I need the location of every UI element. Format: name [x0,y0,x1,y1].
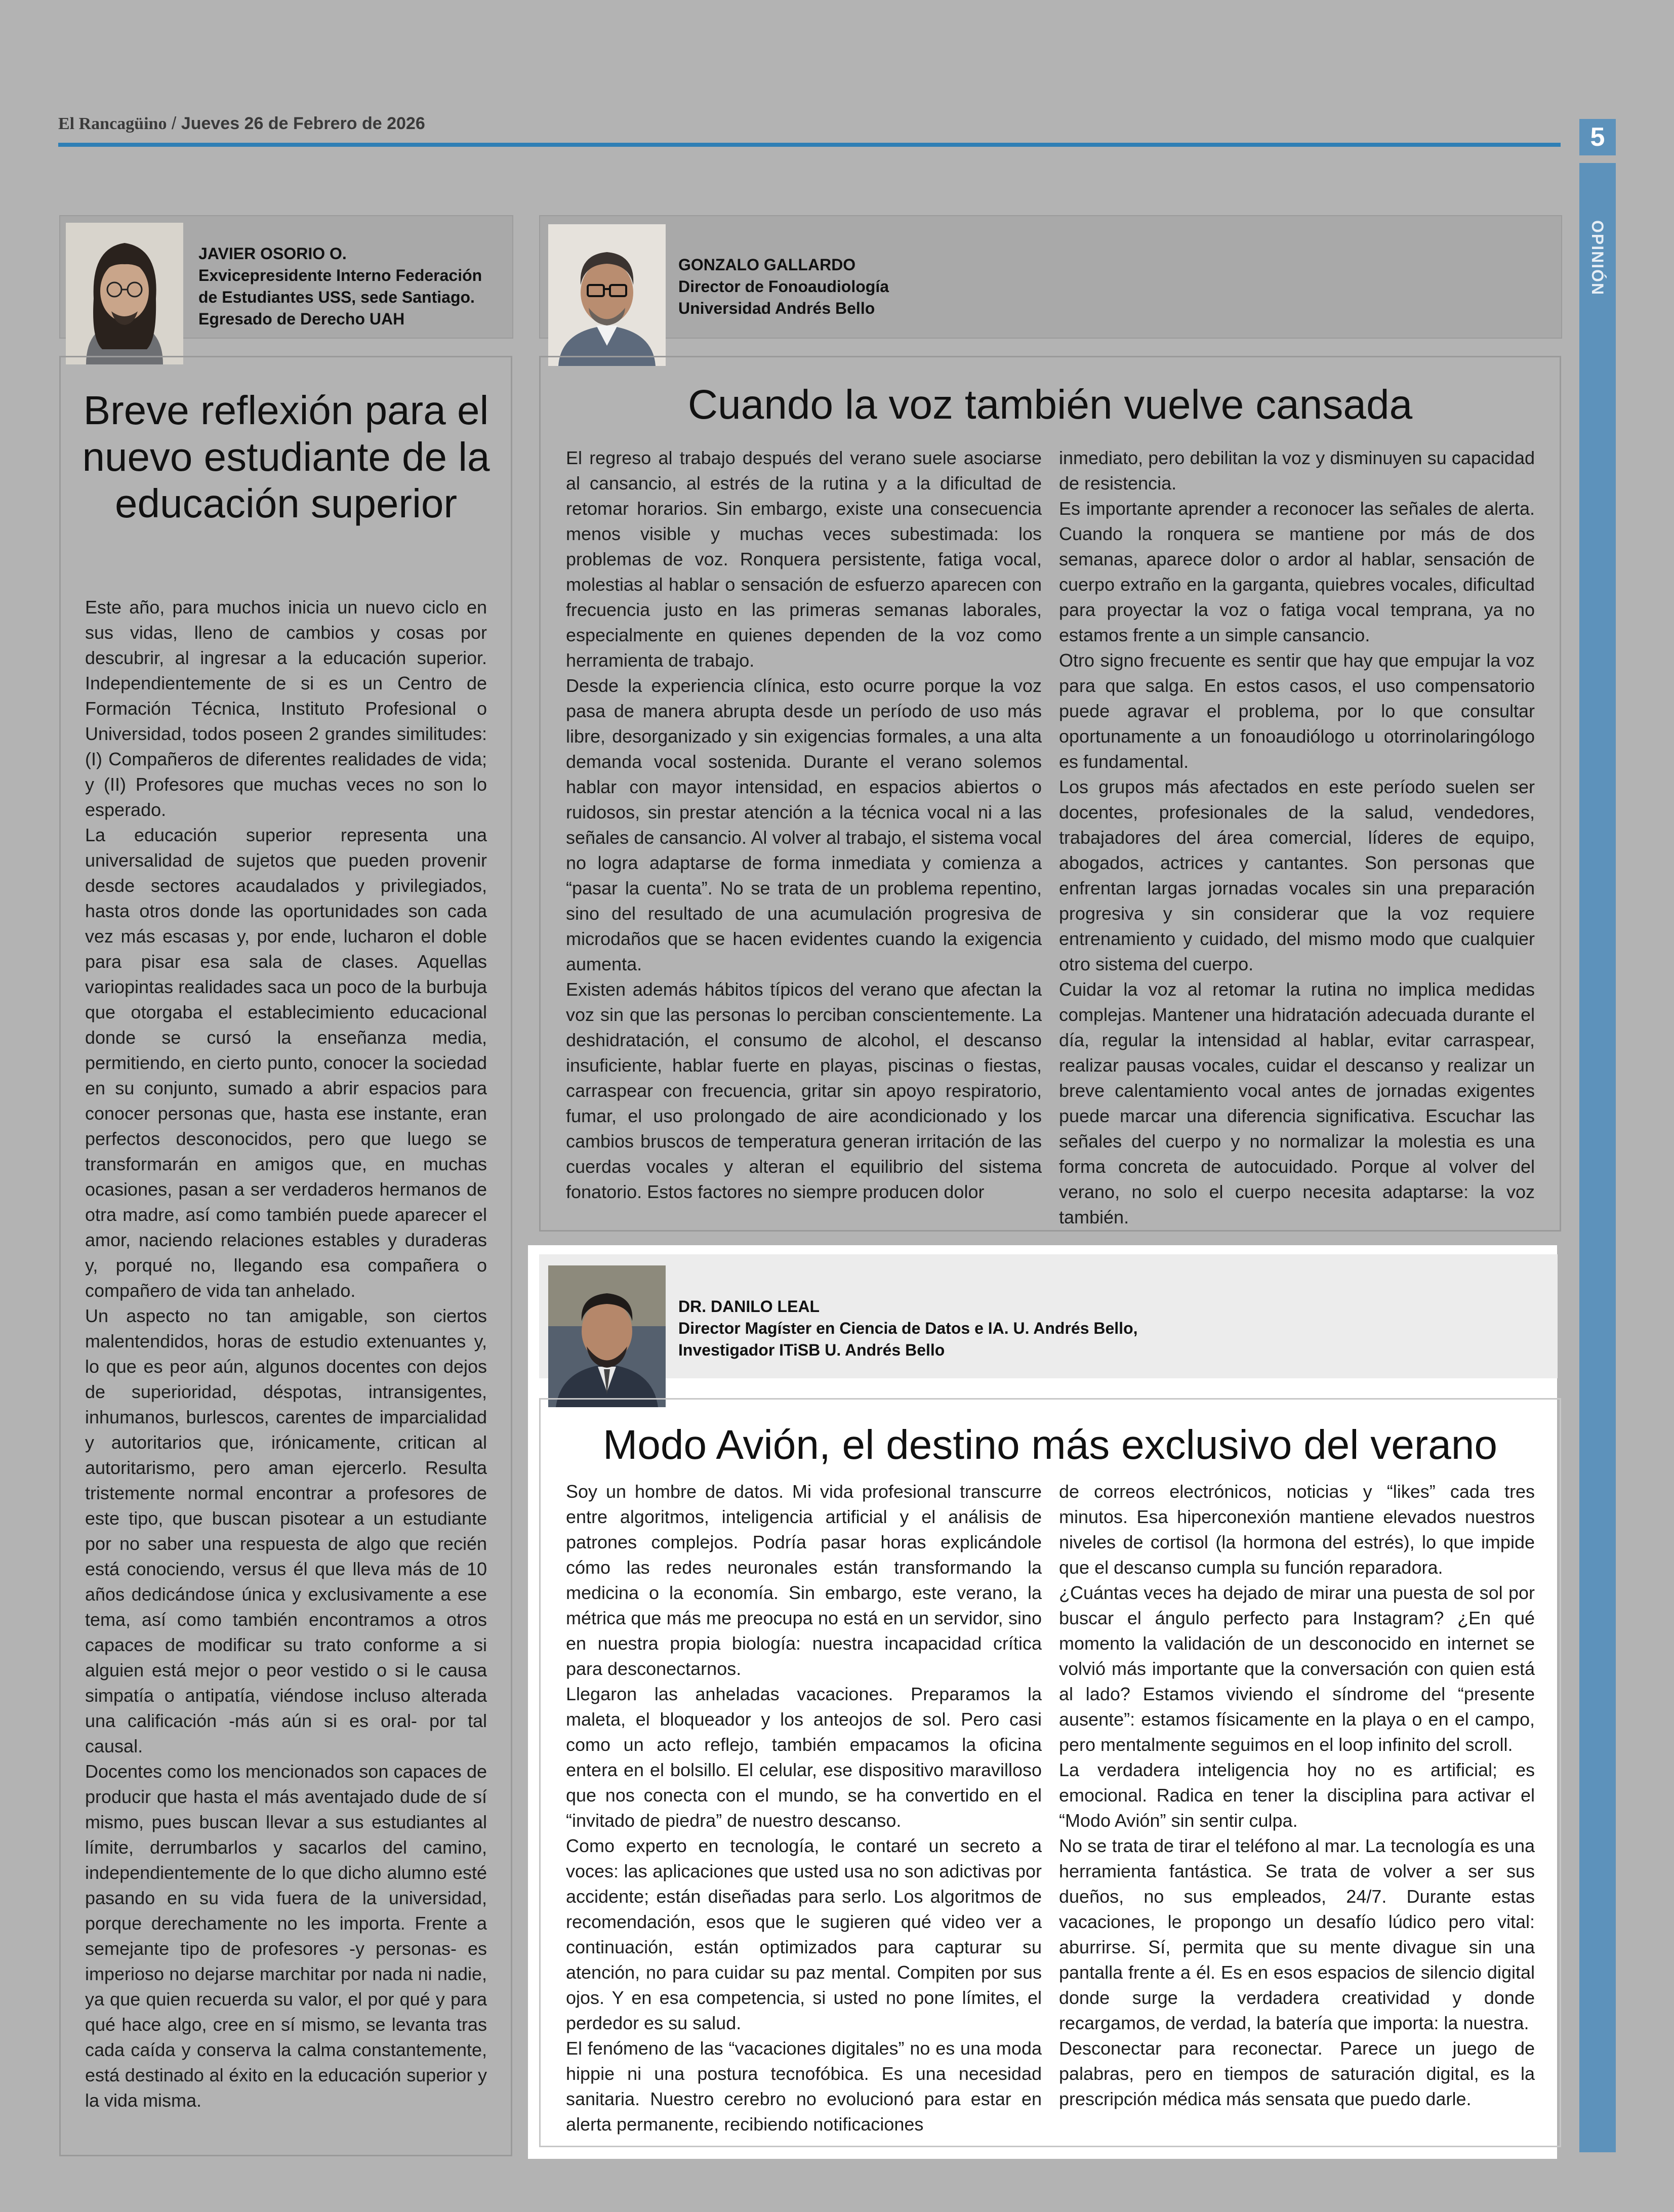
article-paragraph: Docentes como los mencionados son capaces de producir que hasta el más aventajado dude de sí mismo, pues buscan llevar a sus estudiantes al límite, derrumbarlos y sacarlos del camino, independientemente de lo que dicho alumno esté pasando en su vida fuera de la universidad, porque derechamente no les importa. Frente a semejante tipo de profesores -y personas- es imperioso no dejarse marchitar por nada ni nadie, ya que quien recuerda su valor, el por qué y para qué hace algo, cree en sí mismo, se levanta tras cada caída y conserva la calma constantemente, está destinado al éxito en la educación superior y la vida misma. [85,1761,487,2111]
article-paragraph: Este año, para muchos inicia un nuevo ciclo en sus vidas, lleno de cambios y cosas por descubrir, al ingresar a la educación superior. Independientemente de si es un Centro de Formación Técnica, Instituto Profesional o Universidad, todos poseen 2 grandes similitudes: (I) Compañeros de diferentes realidades de vida; y (II) Profesores que muchas veces no son lo esperado. [85,597,487,820]
section-label: OPINIÓN [1588,220,1607,296]
article-column-leal-2 [1059,1479,1535,2112]
section-sidebar [1579,163,1616,2152]
page-header [58,114,425,134]
header-separator: / [167,114,181,133]
article-body-osorio [85,595,487,2113]
article-paragraph: La educación superior representa una universalidad de sujetos que pueden provenir desde sectores acaudalados y privilegiados, hasta otros donde las oportunidades son cada vez más escasas y, por ende, lucharon el doble para pisar esa sala de clases. Aquellas variopintas realidades saca un poco de la burbuja que otorgaba el establecimiento educacional donde se cursó la enseñanza media, permitiendo, en cierto punto, conocer la sociedad en su conjunto, sumado a abrir espacios para conocer personas que, hasta ese instante, eran perfectos desconocidos, pero que luego se transformarán en amigos que, en muchas ocasiones, pasan a ser verdaderos hermanos de otra madre, así como también puede aparecer el amor, naciendo relaciones estables y duraderas y, porqué no, llegando esa compañera o compañero de vida tan anhelado. [85,825,487,1301]
author-role-line: Director Magíster en Ciencia de Datos e IA. U. Andrés Bello, [678,1319,1138,1337]
author-photo-leal [548,1265,666,1407]
author-role-line: Exvicepresidente Interno Federación [198,266,482,284]
article-column-gallardo-1 [566,445,1042,1205]
author-role-line: Director de Fonoaudiología [678,277,889,296]
author-role-line: de Estudiantes USS, sede Santiago. [198,288,475,306]
author-name: JAVIER OSORIO O. [198,244,347,263]
article-paragraph: No se trata de tirar el teléfono al mar. La tecnología es una herramienta fantástica. Se trata de volver a ser sus dueños, no sus empleados, 24/7. Durante estas vacaciones, le propongo un desafío lúdico pero vital: aburrirse. Sí, permita que su mente divague sin una pantalla frente a él. Es en esos espacios de silencio digital donde surge la verdadera creatividad y donde recargamos, de verdad, la batería que importa: la nuestra. [1059,1835,1535,2033]
author-name: GONZALO GALLARDO [678,256,856,274]
article-paragraph: Desde la experiencia clínica, esto ocurre porque la voz pasa de manera abrupta desde un período de uso más libre, desorganizado y sin exigencias formales, a una alta demanda vocal sostenida. Durante el verano solemos hablar con mayor intensidad, en espacios abiertos o ruidosos, sin prestar atención a la técnica vocal ni a las señales de cansancio. Al volver al trabajo, el sistema vocal no logra adaptarse de forma inmediata y comienza a “pasar la cuenta”. No se trata de un problema repentino, sino del resultado de una acumulación progresiva de microdaños que se hacen evidentes cuando la exigencia aumenta. [566,675,1042,974]
author-info-osorio [198,243,482,330]
author-name: DR. DANILO LEAL [678,1297,820,1316]
author-info-leal [678,1296,1138,1361]
article-paragraph: Un aspecto no tan amigable, son ciertos malentendidos, horas de estudio extenuantes y, lo que es peor aún, algunos docentes con dejos de superioridad, déspotas, intransigentes, inhumanos, burlescos, carentes de imparcialidad y autoritarios que, irónicamente, critican al autoritarismo, pero aman ejercerlo. Resulta tristemente normal encontrar a profesores de este tipo, que buscan pisotear a un estudiante por no saber una respuesta de algo que recién está conociendo, versus él que lleva más de 10 años dedicándose única y exclusivamente a ese tema, así como también encontramos a otros capaces de modificar su trato conforme a si alguien está mejor o peor vestido o si le causa simpatía o antipatía, viéndose incluso alterada una calificación -más aún si es oral- por tal causal. [85,1305,487,1756]
author-photo-gallardo [548,224,666,366]
newspaper-name: El Rancagüino [58,114,167,133]
author-photo-osorio [66,223,183,364]
header-rule [58,143,1561,147]
article-paragraph: de correos electrónicos, noticias y “likes” cada tres minutos. Esa hiperconexión mantiene elevados nuestros niveles de cortisol (la hormona del estrés), lo que impide que el descanso cumpla su función reparadora. [1059,1481,1535,1578]
article-paragraph: Otro signo frecuente es sentir que hay que empujar la voz para que salga. En estos casos, el uso compensatorio puede agravar el problema, por lo que consultar oportunamente a un fonoaudiólogo u otorrinolaringólogo es fundamental. [1059,650,1535,772]
article-paragraph: inmediato, pero debilitan la voz y disminuyen su capacidad de resistencia. [1059,447,1535,494]
article-paragraph: Desconectar para reconectar. Parece un juego de palabras, pero en tiempos de saturación digital, es la prescripción médica más sensata que puedo darle. [1059,2038,1535,2109]
author-role-line: Investigador ITiSB U. Andrés Bello [678,1341,945,1359]
article-paragraph: La verdadera inteligencia hoy no es artificial; es emocional. Radica en tener la disciplina para activar el “Modo Avión” sin sentir culpa. [1059,1759,1535,1831]
article-paragraph: Soy un hombre de datos. Mi vida profesional transcurre entre algoritmos, inteligencia artificial y el análisis de patrones complejos. Podría pasar horas explicándole cómo las redes neuronales están transformando la medicina o la economía. Sin embargo, este verano, la métrica que más me preocupa no está en un servidor, sino en nuestra propia biología: nuestra incapacidad crítica para desconectarnos. [566,1481,1042,1679]
author-role-line: Universidad Andrés Bello [678,299,875,317]
article-title: Breve reflexión para el nuevo estudiante de la educación superior [82,388,490,526]
author-info-gallardo [678,254,889,319]
article-paragraph: El regreso al trabajo después del verano suele asociarse al cansancio, al estrés de la rutina y a la dificultad de retomar horarios. Sin embargo, existe una consecuencia menos visible y muchas veces subestimada: los problemas de voz. Ronquera persistente, fatiga vocal, molestias al hablar o sensación de esfuerzo aparecen con frecuencia justo en las primeras semanas laborales, especialmente en quienes dependen de la voz como herramienta de trabajo. [566,447,1042,671]
article-paragraph: El fenómeno de las “vacaciones digitales” no es una moda hippie ni una postura tecnofóbica. Es una necesidad sanitaria. Nuestro cerebro no evolucionó para estar en alerta permanente, recibiendo notificaciones [566,2038,1042,2135]
article-column-gallardo-2 [1059,445,1535,1230]
article-title: Modo Avión, el destino más exclusivo del verano [602,1422,1498,1468]
page-number: 5 [1579,119,1616,155]
article-column-leal-1 [566,1479,1042,2137]
article-paragraph: Existen además hábitos típicos del verano que afectan la voz sin que las personas lo perciban conscientemente. La deshidratación, el consumo de alcohol, el descanso insuficiente, hablar fuerte en playas, piscinas o fiestas, carraspear con frecuencia, gritar sin apoyo respiratorio, fumar, el uso prolongado de aire acondicionado y los cambios bruscos de temperatura generan irritación de las cuerdas vocales y alteran el equilibrio del sistema fonatorio. Estos factores no siempre producen dolor [566,979,1042,1202]
author-role-line: Egresado de Derecho UAH [198,310,405,328]
article-paragraph: Como experto en tecnología, le contaré un secreto a voces: las aplicaciones que usted usa no son adictivas por accidente; están diseñadas para serlo. Los algoritmos de recomendación, esos que le sugieren qué video ver a continuación, están optimizados para capturar su atención, no para cuidar su paz mental. Compiten por sus ojos. Y en esa competencia, si usted no pone límites, el perdedor es su salud. [566,1835,1042,2033]
article-paragraph: ¿Cuántas veces ha dejado de mirar una puesta de sol por buscar el ángulo perfecto para Instagram? ¿En qué momento la validación de un desconocido en internet se volvió más importante que la conversación con quien está al lado? Estamos viviendo el síndrome del “presente ausente”: estamos físicamente en la playa o en el campo, pero mentalmente seguimos en el loop infinito del scroll. [1059,1582,1535,1755]
article-paragraph: Es importante aprender a reconocer las señales de alerta. Cuando la ronquera se mantiene por más de dos semanas, aparece dolor o ardor al hablar, sensación de cuerpo extraño en la garganta, quiebres vocales, dificultad para proyectar la voz o fatiga vocal temprana, ya no estamos frente a un simple cansancio. [1059,498,1535,645]
article-paragraph: Cuidar la voz al retomar la rutina no implica medidas complejas. Mantener una hidratación adecuada durante el día, regular la intensidad al hablar, evitar carraspear, realizar pausas vocales, cuidar el descanso y realizar un breve calentamiento vocal antes de jornadas exigentes puede marcar una diferencia significativa. Escuchar las señales del cuerpo y no normalizar la molestia es una forma concreta de autocuidado. Porque al volver del verano, no solo el cuerpo necesita adaptarse: la voz también. [1059,979,1535,1227]
issue-date: Jueves 26 de Febrero de 2026 [181,114,425,133]
article-title: Cuando la voz también vuelve cansada [687,382,1413,428]
article-paragraph: Los grupos más afectados en este período suelen ser docentes, profesionales de la salud, vendedores, trabajadores del área comercial, líderes de equipo, abogados, actrices y cantantes. Son personas que enfrentan largas jornadas vocales sin una preparación progresiva y sin considerar que la voz requiere entrenamiento y cuidado, del mismo modo que cualquier otro sistema del cuerpo. [1059,776,1535,974]
article-paragraph: Llegaron las anheladas vacaciones. Preparamos la maleta, el bloqueador y los anteojos de sol. Pero casi como un acto reflejo, también empacamos la oficina entera en el bolsillo. El celular, ese dispositivo maravilloso que nos conecta con el mundo, se ha convertido en el “invitado de piedra” de nuestro descanso. [566,1684,1042,1831]
